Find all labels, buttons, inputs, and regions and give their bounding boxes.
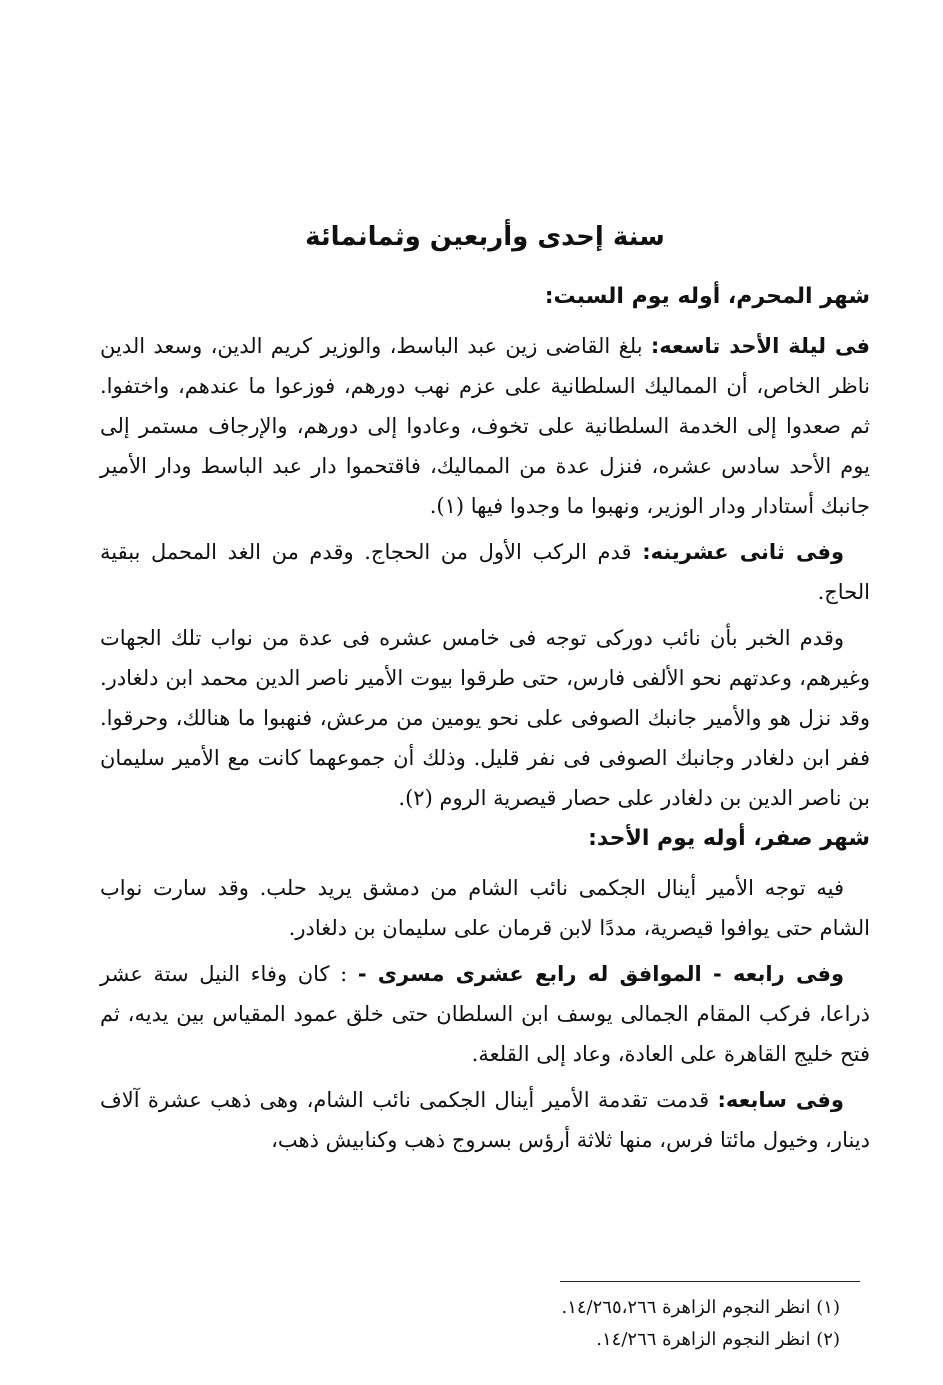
paragraph (100, 326, 870, 526)
paragraph-lead: وفى سابعه: (717, 1088, 844, 1112)
paragraph (100, 868, 870, 948)
paragraph-lead: وفى ثانى عشرينه: (642, 540, 844, 564)
paragraph (100, 1080, 870, 1160)
paragraph-lead: فى ليلة الأحد تاسعه: (650, 334, 870, 358)
paragraph (100, 954, 870, 1074)
paragraph-text: قدم الركب الأول من الحجاج. وقدم من الغد المحمل ببقية الحاج. (100, 540, 870, 604)
footnotes (300, 1292, 840, 1356)
paragraph-text: : كان وفاء النيل ستة عشر ذراعا، فركب المقام الجمالى يوسف ابن السلطان حتى خلق عمود المقياس بين يديه، ثم فتح خليج القاهرة على العادة، وعاد إلى القلعة. (100, 962, 870, 1066)
section-heading-safar: شهر صفر، أوله يوم الأحد: (588, 826, 870, 851)
section-heading-muharram: شهر المحرم، أوله يوم السبت: (544, 284, 870, 309)
paragraph-text: وقدم الخبر بأن نائب دوركى توجه فى خامس عشره فى عدة من نواب تلك الجهات وغيرهم، وعدتهم نحو الألفى فارس، حتى طرقوا بيوت الأمير ناصر الدين محمد ابن دلغادر. وقد نزل هو والأمير جانبك الصوفى على نحو يومين من مرعش، فنهبوا ما هنالك، وحرقوا. ففر ابن دلغادر وجانبك الصوفى فى نفر قليل. وذلك أن جموعهما كانت مع الأمير سليمان بن ناصر الدين بن دلغادر على حصار قيصرية الروم (٢). (100, 626, 870, 810)
paragraph-text: بلغ القاضى زين عبد الباسط، والوزير كريم الدين، وسعد الدين ناظر الخاص، أن المماليك السلطانية على عزم نهب دورهم، فوزعوا ما عندهم، واختفوا. ثم صعدوا إلى الخدمة السلطانية على تخوف، وعادوا إلى دورهم، والإرجاف مستمر إلى يوم الأحد سادس عشره، فنزل عدة من المماليك، فاقتحموا دار عبد الباسط ودار الأمير جانبك أستادار ودار الوزير، ونهبوا ما وجدوا فيها (١). (100, 334, 870, 518)
page-title: سنة إحدى وأربعين وثمانمائة (305, 222, 665, 252)
footnote-1: (١) انظر النجوم الزاهرة ١٤/٢٦٥،٢٦٦. (561, 1297, 840, 1318)
paragraph (100, 532, 870, 612)
paragraph (100, 618, 870, 818)
page-body (100, 220, 870, 1166)
footnote-2: (٢) انظر النجوم الزاهرة ١٤/٢٦٦. (596, 1329, 840, 1350)
paragraph-lead: وفى رابعه - الموافق له رابع عشرى مسرى - (357, 962, 844, 986)
paragraph-text: قدمت تقدمة الأمير أينال الجكمى نائب الشام، وهى ذهب عشرة آلاف دينار، وخيول مائتا فرس، منها ثلاثة أرؤس بسروج ذهب وكنابيش ذهب، (100, 1088, 870, 1152)
paragraph-text: فيه توجه الأمير أينال الجكمى نائب الشام من دمشق يريد حلب. وقد سارت نواب الشام حتى يوافوا قيصرية، مددًا لابن قرمان على سليمان بن دلغادر. (100, 876, 870, 940)
footnote-divider (560, 1281, 860, 1282)
